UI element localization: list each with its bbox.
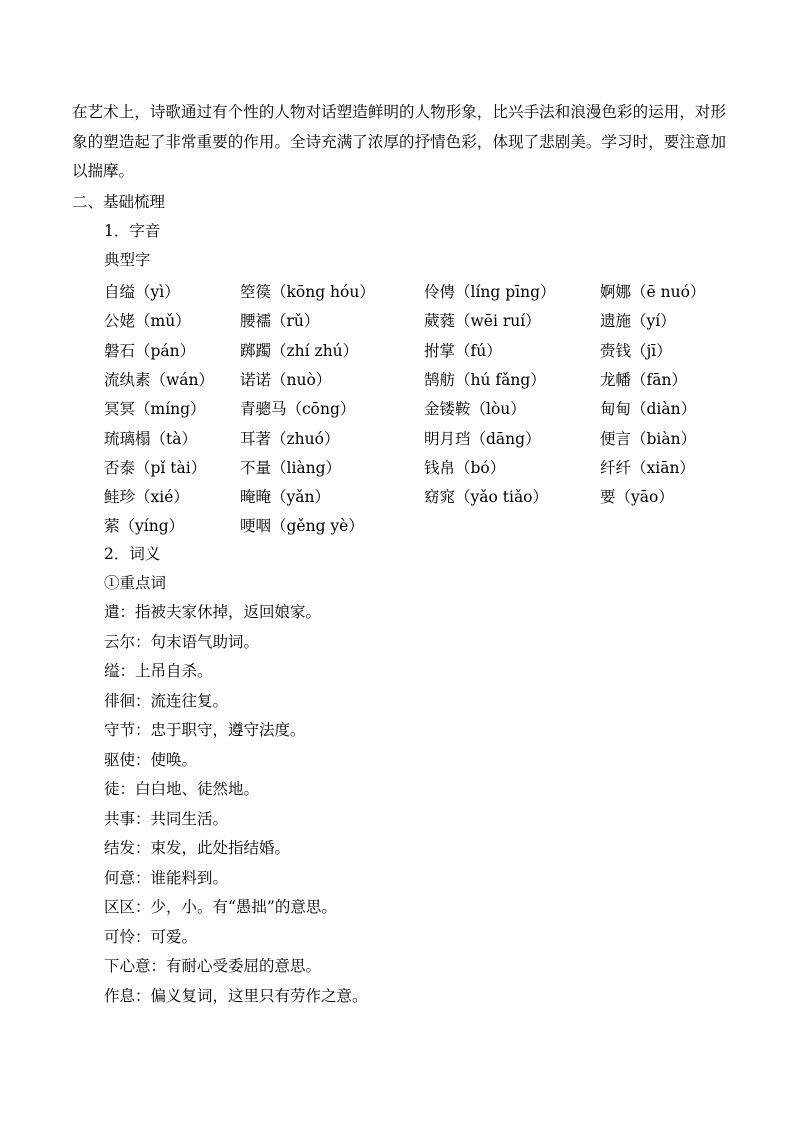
pronunciation-entry: 冥冥（míng） [104, 400, 206, 419]
typical-characters-label: 典型字 [104, 251, 151, 269]
pronunciation-entry: 龙幡（fān） [600, 370, 687, 389]
pronunciation-entry: 晻晻（yǎn） [240, 488, 330, 507]
pronunciation-entry: 耳著（zhuó） [240, 429, 340, 448]
definition-item: 共事：共同生活。 [104, 809, 229, 828]
pronunciation-entry: 伶俜（líng pīng） [424, 283, 556, 301]
definition-item: 区区：少，小。有“愚拙”的意思。 [104, 898, 337, 916]
definition-item: 徒：白白地、徒然地。 [104, 780, 260, 798]
subsection-pronunciation: 1．字音 [104, 222, 161, 240]
pronunciation-entry: 拊掌（fú） [424, 341, 502, 360]
definition-item: 守节：忠于职守，遵守法度。 [104, 721, 306, 739]
pronunciation-entry: 要（yāo） [600, 488, 674, 507]
definition-item: 驱使：使唤。 [104, 750, 198, 769]
pronunciation-entry: 否泰（pǐ tài） [104, 458, 207, 477]
pronunciation-entry: 窈窕（yǎo tiǎo） [424, 488, 549, 507]
pronunciation-entry: 青骢马（cōng） [240, 400, 356, 419]
definition-item: 何意：谁能料到。 [104, 868, 229, 887]
pronunciation-entry: 自缢（yì） [104, 283, 180, 301]
pronunciation-entry: 琉璃榻（tà） [104, 429, 197, 448]
subsection-word-meaning: 2．词义 [104, 545, 161, 563]
definition-item: 可怜：可爱。 [104, 927, 198, 946]
pronunciation-entry: 萦（yíng） [104, 517, 185, 536]
definition-item: 遣：指被夫家休掉，返回娘家。 [104, 603, 322, 621]
definition-item: 缢：上吊自杀。 [104, 662, 213, 680]
section-title: 二、基础梳理 [72, 193, 166, 211]
definition-item: 云尔：句末语气助词。 [104, 632, 260, 651]
definition-item: 徘徊：流连往复。 [104, 691, 229, 710]
pronunciation-entry: 流纨素（wán） [104, 370, 214, 389]
pronunciation-entry: 钱帛（bó） [424, 458, 506, 477]
pronunciation-entry: 鹄舫（hú fǎng） [424, 370, 546, 389]
pronunciation-entry: 甸甸（diàn） [600, 400, 697, 419]
pronunciation-entry: 明月珰（dāng） [424, 429, 541, 448]
pronunciation-entry: 鲑珍（xié） [104, 488, 189, 507]
pronunciation-entry: 葳蕤（wēi ruí） [424, 312, 541, 331]
pronunciation-entry: 纤纤（xiān） [600, 458, 695, 477]
pronunciation-entry: 金镂鞍（lòu） [424, 400, 526, 419]
pronunciation-entry: 公姥（mǔ） [104, 312, 191, 331]
pronunciation-entry: 婀娜（ē nuó） [600, 283, 706, 301]
pronunciation-entry: 诺诺（nuò） [240, 370, 332, 389]
definition-item: 作息：偏义复词，这里只有劳作之意。 [104, 986, 368, 1005]
definition-list [104, 602, 368, 1015]
pronunciation-entry: 哽咽（gěng yè） [240, 517, 364, 536]
pronunciation-entry: 遗施（yí） [600, 312, 676, 331]
pronunciation-entry: 便言（biàn） [600, 429, 697, 448]
definition-item: 下心意：有耐心受委屈的意思。 [104, 957, 322, 975]
key-words-label: ①重点词 [104, 574, 167, 592]
pronunciation-entry: 箜篌（kōng hóu） [240, 283, 375, 301]
definition-item: 结发：束发，此处指结婚。 [104, 839, 291, 857]
pronunciation-entry: 腰襦（rǔ） [240, 312, 320, 331]
pronunciation-entry: 磐石（pán） [104, 341, 196, 360]
pronunciation-entry: 不量（liàng） [240, 458, 342, 477]
pronunciation-entry: 踯躅（zhí zhú） [240, 341, 359, 360]
intro-paragraph: 在艺术上，诗歌通过有个性的人物对话塑造鲜明的人物形象，比兴手法和浪漫色彩的运用，对形象的塑造起了非常重要的作用。全诗充满了浓厚的抒情色彩，体现了悲剧美。学习时，要注意加以揣摩。 [72, 103, 726, 180]
pronunciation-entry: 赍钱（jī） [600, 341, 672, 360]
